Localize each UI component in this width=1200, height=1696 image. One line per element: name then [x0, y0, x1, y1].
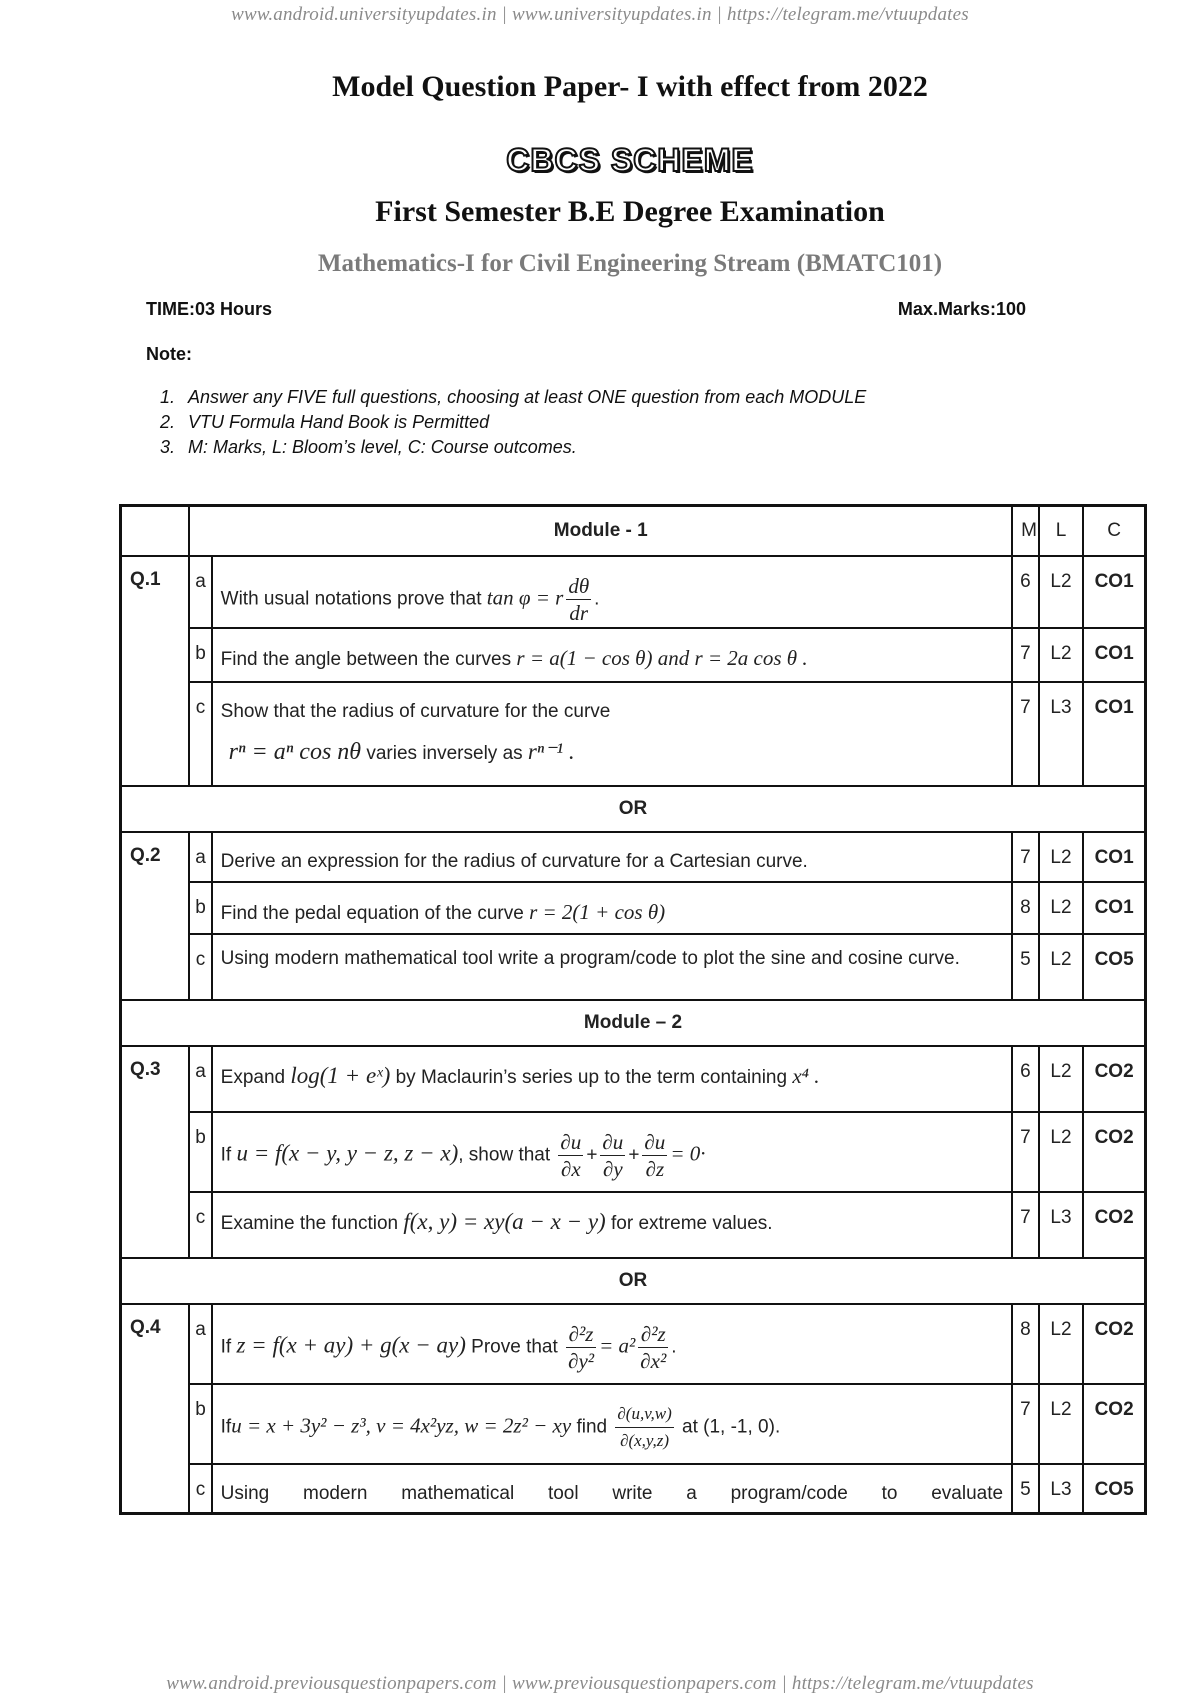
exam-time: TIME:03 Hours: [146, 299, 273, 319]
blooms-level: L2: [1039, 934, 1083, 1000]
sub-letter: c: [189, 1192, 211, 1258]
table-row: [121, 1304, 1146, 1384]
question-text: Show that the radius of curvature for the curve rⁿ = aⁿ cos nθ varies inversely as rⁿ⁻¹ .: [212, 682, 1012, 786]
table-row: [121, 1112, 1146, 1192]
col-marks-header: M: [1012, 506, 1039, 556]
table-row: [121, 1464, 1146, 1514]
course-outcome: CO5: [1083, 934, 1145, 1000]
marks: 6: [1012, 1046, 1039, 1112]
col-level-header: L: [1039, 506, 1083, 556]
course-outcome: CO2: [1083, 1384, 1145, 1464]
course-outcome: CO2: [1083, 1046, 1145, 1112]
marks: 7: [1012, 1192, 1039, 1258]
max-marks: Max.Marks:100: [897, 299, 1026, 319]
table-row: [121, 1384, 1146, 1464]
course-outcome: CO2: [1083, 1112, 1145, 1192]
marks: 6: [1012, 556, 1039, 628]
question-text: If z = f(x + ay) + g(x − ay) Prove that $\frac{\text{∂²z}}{\text{∂y²}}$ = a² $\frac{\text{∂²z}}{\text{∂x²}}$ .: [212, 1304, 1012, 1384]
note-label: Note:: [146, 344, 192, 364]
semester-heading: First Semester B.E Degree Examination: [375, 195, 885, 228]
table-row: [121, 682, 1146, 786]
question-text: Examine the function f(x, y) = xy(a − x − y) for extreme values.: [212, 1192, 1012, 1258]
marks: 5: [1012, 934, 1039, 1000]
note-item: 2. VTU Formula Hand Book is Permitted: [160, 412, 490, 432]
blooms-level: L3: [1039, 1192, 1083, 1258]
question-number: Q.1: [121, 556, 190, 786]
sub-letter: b: [189, 628, 211, 682]
question-text: Using modern mathematical tool write a program/code to evaluate: [212, 1464, 1012, 1514]
question-text: With usual notations prove that tan φ = r $\frac{d\theta}{dr}$ .: [212, 556, 1012, 628]
scheme-label: CBCS SCHEME: [506, 142, 754, 178]
sub-letter: c: [189, 682, 211, 786]
question-text: Expand log(1 + eˣ) by Maclaurin’s series up to the term containing x⁴ .: [212, 1046, 1012, 1112]
question-text: Find the angle between the curves r = a(1 − cos θ) and r = 2a cos θ .: [212, 628, 1012, 682]
paper-title: Model Question Paper- I with effect from 2022: [332, 70, 928, 103]
module-1-heading: Module - 1: [189, 506, 1012, 556]
table-row: [121, 1046, 1146, 1112]
or-separator: OR: [121, 1258, 1146, 1304]
blooms-level: L2: [1039, 1046, 1083, 1112]
scheme-logo: [0, 142, 1200, 179]
table-row: [121, 628, 1146, 682]
marks: 5: [1012, 1464, 1039, 1514]
question-text: Find the pedal equation of the curve r = 2(1 + cos θ): [212, 882, 1012, 934]
or-separator: OR: [121, 786, 1146, 832]
marks: 7: [1012, 1384, 1039, 1464]
question-text: Derive an expression for the radius of curvature for a Cartesian curve.: [212, 832, 1012, 882]
question-number: Q.2: [121, 832, 190, 1000]
question-table: [119, 504, 1147, 1515]
course-outcome: CO2: [1083, 1192, 1145, 1258]
marks: 8: [1012, 882, 1039, 934]
sub-letter: a: [189, 1304, 211, 1384]
or-row: [121, 786, 1146, 832]
question-text: Ifu = x + 3y² − z³, v = 4x²yz, w = 2z² − xy find $\frac{\partial(u,v,w)}{\partial(x,y,z)}$ at (1, -1, 0).: [212, 1384, 1012, 1464]
table-row: [121, 934, 1146, 1000]
course-outcome: CO1: [1083, 832, 1145, 882]
blooms-level: L2: [1039, 882, 1083, 934]
course-outcome: CO2: [1083, 1304, 1145, 1384]
table-row: [121, 1192, 1146, 1258]
marks: 7: [1012, 628, 1039, 682]
blooms-level: L3: [1039, 682, 1083, 786]
blooms-level: L2: [1039, 1304, 1083, 1384]
question-text: Using modern mathematical tool write a program/code to plot the sine and cosine curve.: [212, 934, 1012, 1000]
table-header-row: [121, 506, 1146, 556]
or-row: [121, 1258, 1146, 1304]
sub-letter: b: [189, 1112, 211, 1192]
question-text: If u = f(x − y, y − z, z − x), show that $\frac{\partial u}{\partial x}$ + $\frac{\partial u}{\partial y}$ + $\frac{\partial u}{\partial z}$ = 0·: [212, 1112, 1012, 1192]
subject-heading: Mathematics-I for Civil Engineering Stream (BMATC101): [317, 250, 943, 277]
question-number: Q.4: [121, 1304, 190, 1514]
table-row: [121, 832, 1146, 882]
course-outcome: CO1: [1083, 682, 1145, 786]
blooms-level: L3: [1039, 1464, 1083, 1514]
marks: 7: [1012, 1112, 1039, 1192]
module-2-heading: Module – 2: [121, 1000, 1146, 1046]
notes-list: [160, 385, 866, 460]
blooms-level: L2: [1039, 832, 1083, 882]
sub-letter: a: [189, 556, 211, 628]
course-outcome: CO1: [1083, 882, 1145, 934]
table-row: [121, 556, 1146, 628]
question-number: Q.3: [121, 1046, 190, 1258]
header-url: www.android.universityupdates.in | www.universityupdates.in | https://telegram.me/vtuupdates: [231, 4, 969, 25]
blooms-level: L2: [1039, 1112, 1083, 1192]
sub-letter: a: [189, 1046, 211, 1112]
table-row: [121, 882, 1146, 934]
note-item: 3. M: Marks, L: Bloom’s level, C: Course outcomes.: [160, 437, 577, 457]
col-co-header: C: [1083, 506, 1145, 556]
sub-letter: b: [189, 882, 211, 934]
marks: 7: [1012, 832, 1039, 882]
course-outcome: CO5: [1083, 1464, 1145, 1514]
blooms-level: L2: [1039, 556, 1083, 628]
course-outcome: CO1: [1083, 628, 1145, 682]
sub-letter: a: [189, 832, 211, 882]
footer-url: www.android.previousquestionpapers.com | www.previousquestionpapers.com | https://telegram.me/vtuupdates: [166, 1673, 1034, 1694]
marks: 8: [1012, 1304, 1039, 1384]
sub-letter: b: [189, 1384, 211, 1464]
module-row: [121, 1000, 1146, 1046]
sub-letter: c: [189, 934, 211, 1000]
sub-letter: c: [189, 1464, 211, 1514]
blooms-level: L2: [1039, 628, 1083, 682]
course-outcome: CO1: [1083, 556, 1145, 628]
note-item: 1. Answer any FIVE full questions, choosing at least ONE question from each MODULE: [160, 387, 867, 407]
blooms-level: L2: [1039, 1384, 1083, 1464]
marks: 7: [1012, 682, 1039, 786]
